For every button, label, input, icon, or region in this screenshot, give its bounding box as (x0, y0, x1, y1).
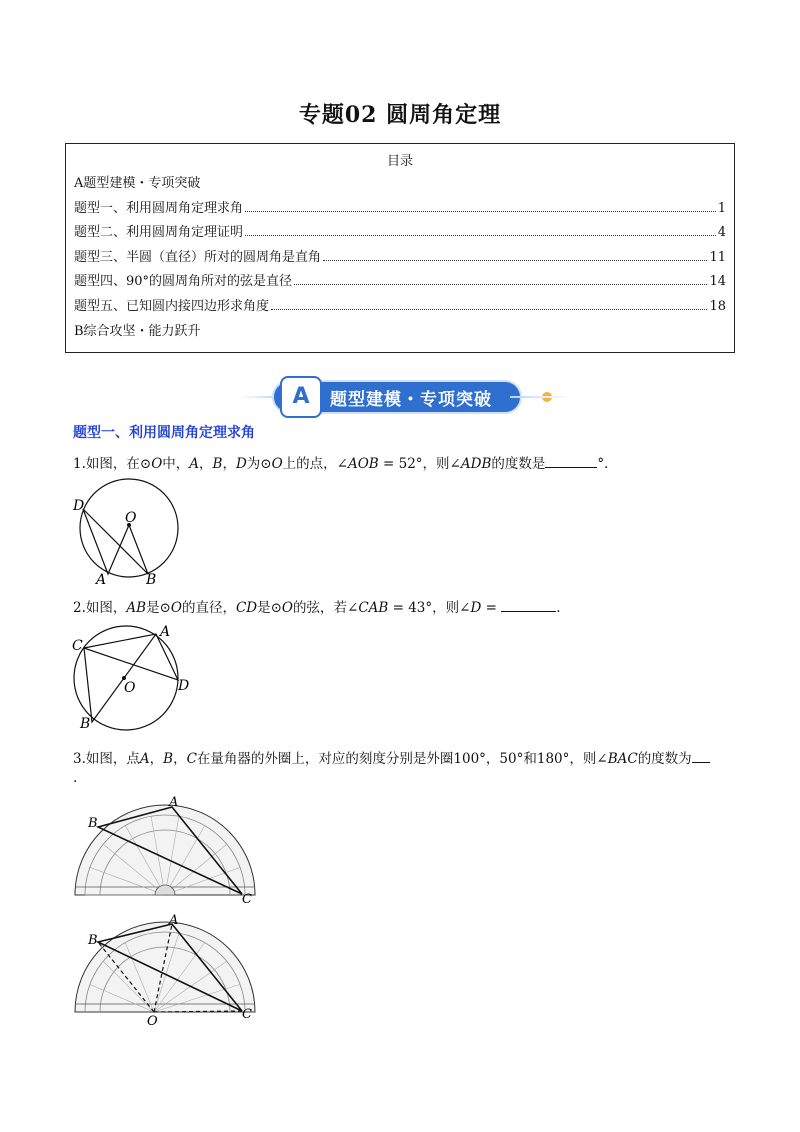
fig4-label-C: C (242, 1007, 252, 1022)
table-of-contents (65, 143, 735, 353)
toc-entry-page: 1 (717, 201, 726, 216)
q1-var: AOB (347, 456, 379, 472)
page-title: 专题02 圆周角定理 (298, 102, 502, 128)
q2-text: 的弦，若∠ (293, 600, 359, 616)
question-2 (73, 596, 560, 616)
fig2-label-C: C (72, 638, 83, 654)
q1-text: 上的点，∠ (282, 456, 348, 472)
fig2-label-D: D (178, 678, 190, 694)
toc-entry-page: 18 (709, 299, 726, 314)
q3-text: 的度数为 (637, 751, 692, 767)
toc-part-a-label: A题型建模・专项突破 (74, 176, 201, 191)
q3-var: BAC (607, 751, 638, 767)
toc-entry[interactable] (74, 245, 726, 265)
q1-text: 为⊙ (246, 456, 272, 472)
q3-var: C (186, 751, 197, 767)
figure-2-circle (68, 622, 198, 734)
toc-entry-label: 题型四、90°的圆周角所对的弦是直径 (74, 274, 293, 289)
answer-blank[interactable] (692, 761, 710, 763)
fig2-label-B: B (80, 716, 91, 732)
q1-text: 的度数是 (491, 456, 546, 472)
toc-entry-label: 题型五、已知圆内接四边形求角度 (74, 299, 270, 314)
q2-text: 的直径， (181, 600, 236, 616)
question-3 (73, 747, 710, 767)
q1-text: ， (199, 456, 213, 472)
toc-entry-page: 11 (709, 250, 726, 265)
banner-line-right (510, 396, 570, 398)
fig4-label-O: O (147, 1014, 158, 1028)
q2-var: AB (126, 600, 147, 616)
q3-var: B (163, 751, 174, 767)
q1-var: O (271, 456, 283, 472)
toc-entry[interactable] (74, 294, 726, 314)
toc-part-b-label: B综合攻坚・能力跃升 (74, 324, 201, 339)
toc-entry[interactable] (74, 220, 726, 240)
q2-var: O (170, 600, 182, 616)
toc-leader (294, 283, 707, 285)
toc-leader (245, 210, 716, 212)
q3-text: ， (149, 751, 164, 767)
toc-part-b (74, 319, 726, 339)
q1-var: O (151, 456, 163, 472)
figure-3-protractor (70, 795, 260, 905)
fig2-lines (84, 634, 178, 722)
toc-entry-page: 14 (709, 274, 726, 289)
figure-1-circle (70, 478, 185, 586)
q1-var: A (189, 456, 200, 472)
q1-var: B (212, 456, 223, 472)
toc-entry[interactable] (74, 269, 726, 289)
toc-part-a (74, 171, 726, 191)
toc-leader (323, 259, 707, 261)
fig4-label-A: A (169, 913, 179, 928)
q2-text: = 43°，则∠ (388, 600, 471, 616)
q2-var: O (281, 600, 293, 616)
q1-text: °． (597, 456, 618, 472)
question-1 (73, 452, 618, 472)
q3-text: ， (173, 751, 187, 767)
fig4-label-B: B (88, 933, 98, 948)
q1-text: = 52°，则∠ (378, 456, 461, 472)
q2-var: CAB (358, 600, 389, 616)
q2-var: D (470, 600, 482, 616)
fig3-label-C: C (242, 892, 252, 905)
q2-text: . (556, 600, 561, 616)
section-banner (240, 372, 570, 422)
fig1-lines (83, 509, 148, 574)
fig3-label-A: A (169, 795, 179, 810)
q3-text: 在量角器的外圈上，对应的刻度分别是外圈100°，50°和180°，则∠ (196, 751, 608, 767)
answer-blank[interactable] (501, 610, 556, 612)
q2-text: 是⊙ (257, 600, 282, 616)
question-3-end: . (73, 770, 78, 786)
q2-var: CD (235, 600, 258, 616)
fig4-protractor-body (75, 922, 255, 1012)
q1-text: 1.如图，在⊙ (73, 456, 152, 472)
q3-text: 3.如图，点 (73, 751, 140, 767)
toc-entry[interactable] (74, 196, 726, 216)
section-title: 题型一、利用圆周角定理求角 (73, 425, 255, 441)
answer-blank[interactable] (545, 466, 597, 468)
fig3-label-B: B (88, 816, 98, 831)
figure-4-protractor (70, 912, 260, 1028)
fig2-label-A: A (160, 624, 171, 640)
fig2-label-O: O (124, 680, 136, 696)
q2-text: 2.如图， (73, 600, 127, 616)
toc-entry-label: 题型二、利用圆周角定理证明 (74, 225, 244, 240)
q1-var: ADB (460, 456, 492, 472)
q2-text: = (481, 600, 502, 616)
fig1-label-A: A (96, 572, 107, 586)
fig1-circle (80, 479, 178, 577)
toc-entry-label: 题型一、利用圆周角定理求角 (74, 201, 244, 216)
fig1-label-B: B (146, 572, 157, 586)
toc-entry-page: 4 (717, 225, 726, 240)
fig3-protractor-body (75, 805, 255, 895)
fig1-label-D: D (73, 498, 85, 514)
toc-leader (245, 234, 716, 236)
q1-text: 中， (162, 456, 190, 472)
toc-heading: 目录 (386, 154, 413, 169)
banner-text: 题型建模・专项突破 (330, 390, 492, 410)
fig1-label-O: O (125, 510, 137, 526)
toc-leader (271, 308, 707, 310)
q3-var: A (139, 751, 150, 767)
q2-text: 是⊙ (146, 600, 171, 616)
q1-var: D (235, 456, 247, 472)
q1-text: ， (222, 456, 236, 472)
banner-badge: A (280, 376, 322, 418)
toc-entry-label: 题型三、半圆（直径）所对的圆周角是直角 (74, 250, 322, 265)
